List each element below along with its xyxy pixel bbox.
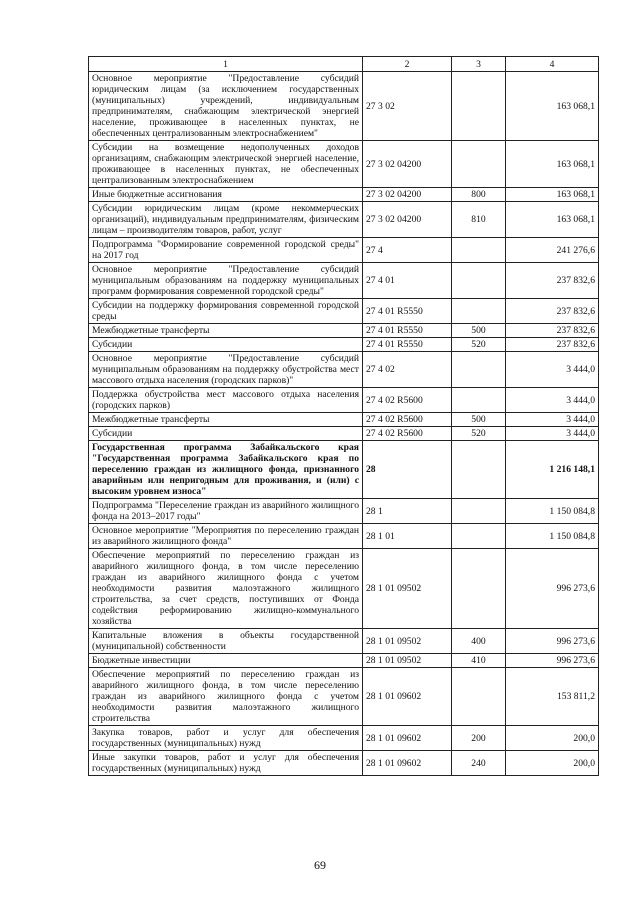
row-amount-cell: 237 832,6 [506, 299, 599, 324]
row-amount-cell: 237 832,6 [506, 324, 599, 338]
table-row [89, 629, 599, 654]
table-row [89, 441, 599, 499]
row-type-cell: 200 [452, 726, 506, 751]
row-amount-cell: 1 150 084,8 [506, 499, 599, 524]
row-type-cell: 810 [452, 202, 506, 238]
row-type-cell [452, 388, 506, 413]
row-name-cell: Субсидии юридическим лицам (кроме некоммерческих организаций), индивидуальным предпринимателям, физическим лицам – производителям товаров, работ, услуг [89, 202, 363, 238]
row-name-cell: Подпрограмма "Переселение граждан из аварийного жилищного фонда на 2013–2017 годы" [89, 499, 363, 524]
row-code-cell: 28 1 01 09502 [363, 654, 452, 668]
row-name-cell: Межбюджетные трансферты [89, 413, 363, 427]
row-code-cell: 27 3 02 [363, 72, 452, 141]
row-name-cell: Государственная программа Забайкальского края "Государственная программа Забайкальского края по переселению граждан из жилищного фонда, признанного аварийным или непригодным для проживания, и (или) с высоким уровнем износа" [89, 441, 363, 499]
table-row [89, 324, 599, 338]
row-code-cell: 28 1 01 09502 [363, 629, 452, 654]
table-row [89, 202, 599, 238]
table-row [89, 352, 599, 388]
row-type-cell [452, 141, 506, 188]
table-row [89, 72, 599, 141]
row-amount-cell: 237 832,6 [506, 263, 599, 299]
row-amount-cell: 163 068,1 [506, 188, 599, 202]
row-amount-cell: 200,0 [506, 751, 599, 776]
table-row [89, 726, 599, 751]
row-amount-cell: 1 216 148,1 [506, 441, 599, 499]
header-col-2: 2 [363, 57, 452, 72]
table-row [89, 299, 599, 324]
row-code-cell: 27 4 02 [363, 352, 452, 388]
header-col-4: 4 [506, 57, 599, 72]
row-code-cell: 28 1 01 09602 [363, 668, 452, 726]
row-amount-cell: 153 811,2 [506, 668, 599, 726]
row-code-cell: 27 4 02 R5600 [363, 413, 452, 427]
row-amount-cell: 3 444,0 [506, 388, 599, 413]
row-code-cell: 27 4 [363, 238, 452, 263]
row-amount-cell: 163 068,1 [506, 202, 599, 238]
row-code-cell: 27 3 02 04200 [363, 141, 452, 188]
row-code-cell: 27 4 01 R5550 [363, 324, 452, 338]
table-row [89, 751, 599, 776]
table-row [89, 388, 599, 413]
table-row [89, 427, 599, 441]
row-code-cell: 27 4 01 R5550 [363, 299, 452, 324]
row-type-cell: 410 [452, 654, 506, 668]
row-type-cell: 520 [452, 427, 506, 441]
table-row [89, 499, 599, 524]
table-row [89, 654, 599, 668]
row-amount-cell: 163 068,1 [506, 72, 599, 141]
row-type-cell: 240 [452, 751, 506, 776]
row-type-cell [452, 263, 506, 299]
row-code-cell: 27 4 02 R5600 [363, 388, 452, 413]
row-code-cell: 28 1 01 09502 [363, 549, 452, 629]
row-code-cell: 27 4 02 R5600 [363, 427, 452, 441]
table-row [89, 141, 599, 188]
table-row [89, 549, 599, 629]
row-type-cell: 400 [452, 629, 506, 654]
row-name-cell: Субсидии [89, 338, 363, 352]
row-type-cell [452, 499, 506, 524]
row-type-cell: 800 [452, 188, 506, 202]
row-name-cell: Основное мероприятие "Предоставление субсидий муниципальным образованиям на поддержку обустройства мест массового отдыха населения (городских парков)" [89, 352, 363, 388]
row-type-cell [452, 299, 506, 324]
row-type-cell [452, 441, 506, 499]
row-code-cell: 27 3 02 04200 [363, 202, 452, 238]
row-code-cell: 28 1 01 [363, 524, 452, 549]
row-amount-cell: 1 150 084,8 [506, 524, 599, 549]
row-type-cell [452, 668, 506, 726]
row-type-cell: 500 [452, 324, 506, 338]
row-code-cell: 28 1 01 09602 [363, 726, 452, 751]
row-type-cell [452, 72, 506, 141]
row-amount-cell: 3 444,0 [506, 427, 599, 441]
row-name-cell: Поддержка обустройства мест массового отдыха населения (городских парков) [89, 388, 363, 413]
row-name-cell: Обеспечение мероприятий по переселению граждан из аварийного жилищного фонда, в том числе переселению граждан из аварийного жилищного фонда с учетом необходимости развития малоэтажного жилищного строительства, за счет средств, поступивших от Фонда содействия реформированию жилищно-коммунального хозяйства [89, 549, 363, 629]
row-amount-cell: 241 276,6 [506, 238, 599, 263]
row-type-cell [452, 524, 506, 549]
row-name-cell: Иные закупки товаров, работ и услуг для обеспечения государственных (муниципальных) нужд [89, 751, 363, 776]
row-amount-cell: 996 273,6 [506, 654, 599, 668]
row-name-cell: Капитальные вложения в объекты государственной (муниципальной) собственности [89, 629, 363, 654]
header-col-1: 1 [89, 57, 363, 72]
row-code-cell: 28 1 [363, 499, 452, 524]
row-amount-cell: 3 444,0 [506, 352, 599, 388]
row-name-cell: Субсидии на возмещение недополученных доходов организациям, снабжающим электрической энергией население, проживающее в населенных пунктах, не обеспеченных централизованным электроснабжением [89, 141, 363, 188]
row-code-cell: 28 [363, 441, 452, 499]
row-name-cell: Иные бюджетные ассигнования [89, 188, 363, 202]
row-type-cell [452, 549, 506, 629]
row-name-cell: Основное мероприятие "Предоставление субсидий муниципальным образованиям на поддержку муниципальных программ формирования современной городской среды" [89, 263, 363, 299]
row-name-cell: Подпрограмма "Формирование современной городской среды" на 2017 год [89, 238, 363, 263]
row-code-cell: 27 4 01 R5550 [363, 338, 452, 352]
budget-table [88, 56, 599, 776]
table-row [89, 413, 599, 427]
table-row [89, 238, 599, 263]
row-type-cell: 500 [452, 413, 506, 427]
row-type-cell [452, 352, 506, 388]
row-name-cell: Межбюджетные трансферты [89, 324, 363, 338]
table-row [89, 263, 599, 299]
row-amount-cell: 237 832,6 [506, 338, 599, 352]
row-name-cell: Основное мероприятие "Предоставление субсидий юридическим лицам (за исключением государственных (муниципальных) учреждений, индивидуальным предпринимателям, снабжающим электрической энергией население, проживающее в населенных пунктах, не обеспеченных централизованным электроснабжением" [89, 72, 363, 141]
row-name-cell: Субсидии на поддержку формирования современной городской среды [89, 299, 363, 324]
row-name-cell: Субсидии [89, 427, 363, 441]
table-row [89, 668, 599, 726]
row-code-cell: 27 4 01 [363, 263, 452, 299]
row-name-cell: Закупка товаров, работ и услуг для обеспечения государственных (муниципальных) нужд [89, 726, 363, 751]
table-header-row [89, 57, 599, 72]
row-code-cell: 27 3 02 04200 [363, 188, 452, 202]
row-amount-cell: 996 273,6 [506, 629, 599, 654]
row-amount-cell: 3 444,0 [506, 413, 599, 427]
row-name-cell: Обеспечение мероприятий по переселению граждан из аварийного жилищного фонда, в том числе переселению граждан из аварийного жилищного фонда с учетом необходимости развития малоэтажного жилищного строительства [89, 668, 363, 726]
row-name-cell: Основное мероприятие "Мероприятия по переселению граждан из аварийного жилищного фонда" [89, 524, 363, 549]
row-name-cell: Бюджетные инвестиции [89, 654, 363, 668]
row-type-cell: 520 [452, 338, 506, 352]
row-type-cell [452, 238, 506, 263]
table-row [89, 338, 599, 352]
row-code-cell: 28 1 01 09602 [363, 751, 452, 776]
header-col-3: 3 [452, 57, 506, 72]
table-row [89, 524, 599, 549]
page-number: 69 [314, 858, 326, 872]
row-amount-cell: 163 068,1 [506, 141, 599, 188]
table-row [89, 188, 599, 202]
row-amount-cell: 996 273,6 [506, 549, 599, 629]
row-amount-cell: 200,0 [506, 726, 599, 751]
